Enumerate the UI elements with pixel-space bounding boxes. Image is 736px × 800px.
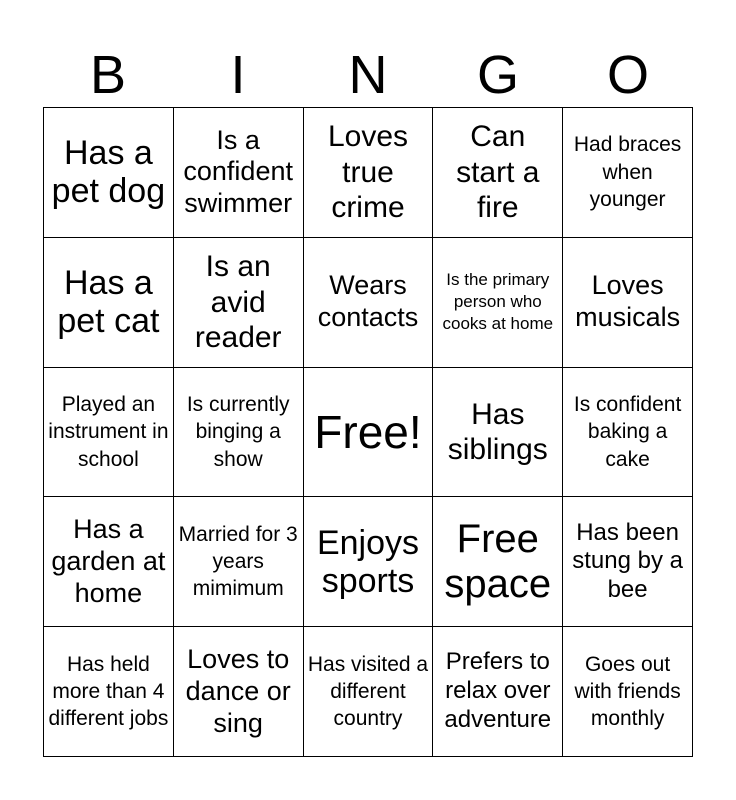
cell-text: Married for 3 years mimimum [178,522,298,601]
bingo-cell-r3-c5[interactable] [563,368,693,498]
cell-text: Free! [314,405,422,458]
bingo-cell-r2-c3[interactable] [304,238,434,368]
header-letter-i: I [230,45,246,105]
cell-text: Loves musicals [575,270,681,333]
bingo-grid [43,107,693,757]
cell-text: Has a pet dog [51,134,166,211]
cell-text: Played an instrument in school [48,393,169,471]
bingo-cell-r4-c5[interactable] [563,497,693,627]
cell-text: Loves to dance or sing [185,643,291,738]
bingo-cell-r5-c5[interactable] [563,627,693,757]
bingo-cell-r2-c1[interactable] [44,238,174,368]
cell-text: Has held more than 4 different jobs [48,652,169,731]
bingo-header [43,44,693,106]
header-letter-o: O [606,45,649,105]
cell-text: Has been stung by a bee [572,518,683,604]
cell-text: Is the primary person who cooks at home [442,270,554,334]
header-letter-b: B [89,45,127,105]
cell-text: Wears contacts [317,270,419,333]
bingo-cell-r4-c2[interactable] [174,497,304,627]
bingo-cell-r1-c5[interactable] [563,108,693,238]
bingo-cell-r1-c2[interactable] [174,108,304,238]
bingo-cell-r5-c2[interactable] [174,627,304,757]
cell-text: Is confident baking a cake [573,393,682,471]
header-letter-g: G [476,45,519,105]
cell-text: Goes out with friends monthly [574,652,681,731]
bingo-cell-r1-c1[interactable] [44,108,174,238]
cell-text: Has siblings [447,397,548,466]
bingo-cell-r2-c2[interactable] [174,238,304,368]
header-letter-n: N [348,45,388,105]
bingo-cell-r5-c4[interactable] [433,627,563,757]
cell-text: Loves true crime [327,120,409,225]
cell-text: Prefers to relax over adventure [444,648,552,733]
bingo-cell-r5-c1[interactable] [44,627,174,757]
bingo-cell-r1-c4[interactable] [433,108,563,238]
cell-text: Has a pet cat [57,264,160,341]
cell-text: Is an avid reader [194,250,282,354]
cell-text: Is a confident swimmer [183,124,293,219]
bingo-cell-r4-c3[interactable] [304,497,434,627]
cell-text: Has a garden at home [51,514,166,608]
cell-text: Free space [444,516,552,606]
bingo-cell-r2-c5[interactable] [563,238,693,368]
cell-text: Had braces when younger [573,133,682,212]
bingo-cell-r3-c1[interactable] [44,368,174,498]
bingo-cell-r4-c1[interactable] [44,497,174,627]
bingo-cell-r3-c2[interactable] [174,368,304,498]
bingo-cell-r1-c3[interactable] [304,108,434,238]
bingo-cell-r5-c3[interactable] [304,627,434,757]
bingo-cell-r4-c4[interactable] [433,497,563,627]
cell-text: Enjoys sports [316,523,420,600]
bingo-cell-r3-c3[interactable] [304,368,434,498]
bingo-cell-r3-c4[interactable] [433,368,563,498]
cell-text: Is currently binging a show [186,393,290,471]
cell-text: Can start a fire [456,120,540,225]
cell-text: Has visited a different country [307,652,429,731]
bingo-cell-r2-c4[interactable] [433,238,563,368]
